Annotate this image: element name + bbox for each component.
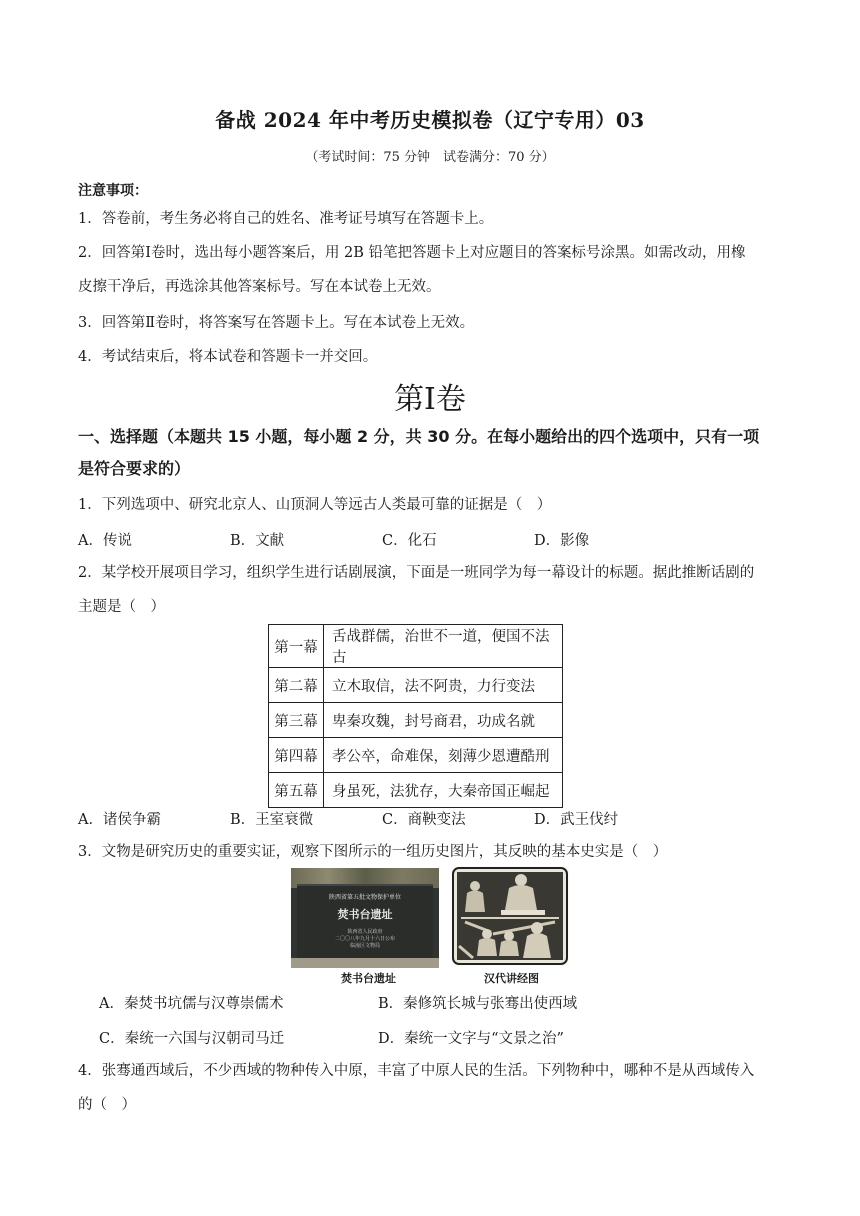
act-label: 第四幕: [269, 738, 324, 773]
q2-option-c: C．商鞅变法: [382, 812, 466, 828]
book-burning-site-photo: [291, 868, 439, 968]
image2-caption: 汉代讲经图: [484, 972, 539, 985]
table-row: [269, 773, 563, 808]
section-heading-cont: 是符合要求的）: [78, 459, 191, 478]
notice-item: 1．答卷前，考生务必将自己的姓名、准考证号填写在答题卡上。: [78, 211, 494, 227]
stone-line: 陕西省人民政府: [347, 929, 383, 935]
act-title: 孝公卒，命难保，刻薄少恩遭酷刑: [324, 738, 563, 773]
q1-option-d: D．影像: [534, 533, 590, 549]
stone-title-text: 焚书台遗址: [337, 908, 393, 921]
notice-item: 4．考试结束后，将本试卷和答题卡一并交回。: [78, 349, 378, 365]
table-row: [269, 738, 563, 773]
act-title: 身虽死，法犹存，大秦帝国正崛起: [324, 773, 563, 808]
q3-option-c: C．秦统一六国与汉朝司马迁: [99, 1031, 285, 1047]
table-row: [269, 625, 563, 668]
q2-option-a: A．诸侯争霸: [78, 812, 161, 828]
table-row: [269, 668, 563, 703]
act-label: 第一幕: [269, 625, 324, 668]
question-2-stem: 2．某学校开展项目学习，组织学生进行话剧展演，下面是一班同学为每一幕设计的标题。据此推断话剧的: [78, 565, 755, 581]
stone-header-text: 陕西省第五批文物保护单位: [328, 894, 401, 901]
han-lecture-rubbing: [451, 866, 569, 966]
q3-option-a: A．秦焚书坑儒与汉尊崇儒术: [99, 996, 284, 1012]
rubbing-illustration: [451, 866, 569, 966]
act-title: 立木取信，法不阿贵，力行变法: [324, 668, 563, 703]
stone-line: 临潼区文物局: [349, 943, 380, 949]
table-row: [269, 703, 563, 738]
question-3-stem: 3．文物是研究历史的重要实证，观察下图所示的一组历史图片，其反映的基本史实是（ ）: [78, 844, 668, 860]
q3-option-d: D．秦统一文字与“文景之治”: [378, 1031, 564, 1047]
question-2-stem-cont: 主题是（ ）: [78, 599, 165, 615]
volume-title: 第Ⅰ卷: [394, 382, 466, 417]
exam-subtitle: （考试时间：75 分钟 试卷满分：70 分）: [305, 150, 555, 165]
notice-item: 2．回答第Ⅰ卷时，选出每小题答案后，用 2B 铅笔把答题卡上对应题目的答案标号涂黑。如需改动，用橡: [78, 245, 746, 261]
q1-option-b: B．文献: [230, 533, 285, 549]
exam-title: 备战 2024 年中考历史模拟卷（辽宁专用）03: [215, 108, 645, 132]
act-title: 卑秦攻魏，封号商君，功成名就: [324, 703, 563, 738]
notice-heading: 注意事项：: [78, 183, 148, 199]
section-heading: 一、选择题（本题共 15 小题，每小题 2 分，共 30 分。在每小题给出的四个选项中，只有一项: [78, 427, 760, 446]
stone-line: 二〇〇八年九月十六日公布: [334, 936, 395, 942]
notice-item: 3．回答第Ⅱ卷时，将答案写在答题卡上。写在本试卷上无效。: [78, 315, 475, 331]
ground: [291, 958, 439, 968]
question-4-stem-cont: 的（ ）: [78, 1097, 136, 1113]
notice-item: 皮擦干净后，再选涂其他答案标号。写在本试卷上无效。: [78, 279, 441, 295]
q2-option-d: D．武王伐纣: [534, 812, 619, 828]
q3-option-b: B．秦修筑长城与张骞出使西域: [378, 996, 578, 1012]
act-label: 第五幕: [269, 773, 324, 808]
question-1-stem: 1．下列选项中、研究北京人、山顶洞人等远古人类最可靠的证据是（ ）: [78, 497, 552, 513]
question-4-stem: 4．张骞通西域后，不少西域的物种传入中原，丰富了中原人民的生活。下列物种中，哪种不是从西域传入: [78, 1063, 755, 1079]
act-label: 第三幕: [269, 703, 324, 738]
q2-option-b: B．王室衰微: [230, 812, 314, 828]
acts-table: [268, 624, 563, 808]
q1-option-a: A．传说: [78, 533, 132, 549]
q1-option-c: C．化石: [382, 533, 437, 549]
act-label: 第二幕: [269, 668, 324, 703]
image1-caption: 焚书台遗址: [341, 972, 396, 985]
act-title: 舌战群儒，治世不一道，便国不法古: [324, 625, 563, 668]
